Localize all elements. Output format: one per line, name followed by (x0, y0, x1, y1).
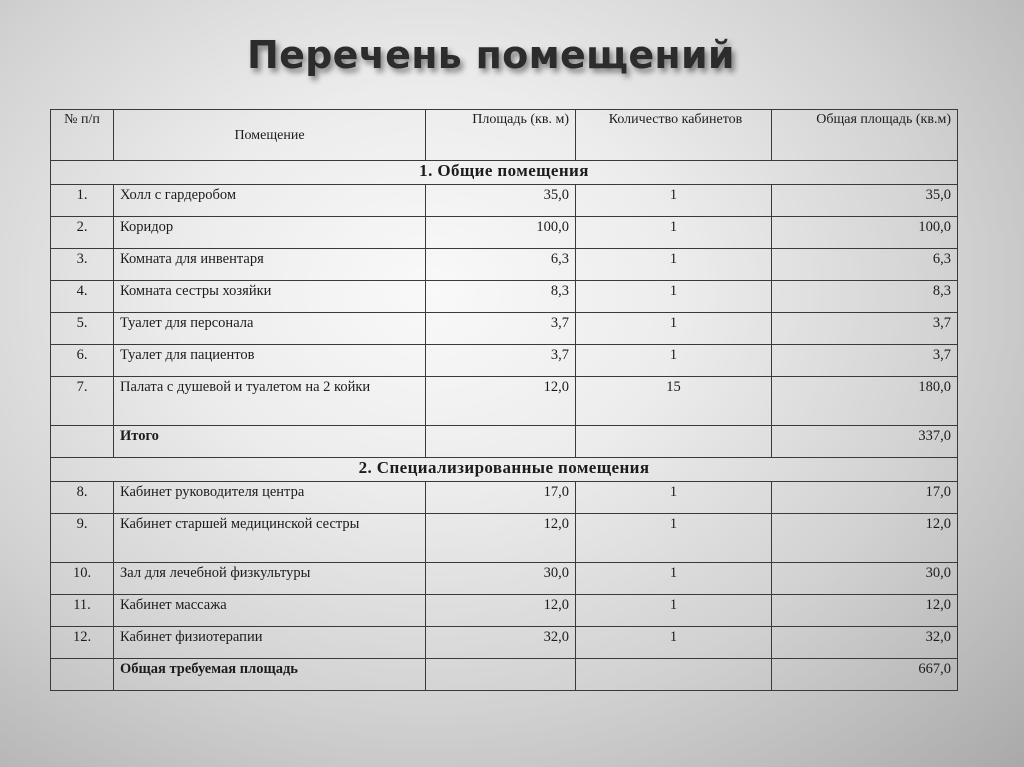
cell-count-empty (576, 426, 772, 458)
cell-name: Зал для лечебной физкультуры (114, 563, 426, 595)
section-heading-row (51, 458, 958, 482)
table-row (51, 482, 958, 514)
cell-count: 1 (576, 281, 772, 313)
cell-count: 1 (576, 514, 772, 563)
cell-total: 35,0 (772, 185, 958, 217)
cell-area: 32,0 (426, 627, 576, 659)
table-header-row (51, 110, 958, 161)
cell-area: 12,0 (426, 514, 576, 563)
table-row (51, 281, 958, 313)
cell-name: Кабинет физиотерапии (114, 627, 426, 659)
cell-total: 17,0 (772, 482, 958, 514)
cell-num: 11. (51, 595, 114, 627)
cell-count: 1 (576, 185, 772, 217)
cell-area: 6,3 (426, 249, 576, 281)
cell-num: 1. (51, 185, 114, 217)
grand-total-row (51, 659, 958, 691)
cell-area-empty (426, 426, 576, 458)
cell-total: 100,0 (772, 217, 958, 249)
table-row (51, 185, 958, 217)
cell-num: 3. (51, 249, 114, 281)
cell-name: Палата с душевой и туалетом на 2 койки (114, 377, 426, 426)
cell-num: 6. (51, 345, 114, 377)
cell-count: 1 (576, 563, 772, 595)
cell-total: 32,0 (772, 627, 958, 659)
cell-name: Холл с гардеробом (114, 185, 426, 217)
rooms-table (50, 109, 958, 691)
cell-area: 3,7 (426, 313, 576, 345)
cell-total: 12,0 (772, 595, 958, 627)
cell-num: 9. (51, 514, 114, 563)
subtotal-label: Итого (114, 426, 426, 458)
cell-area: 30,0 (426, 563, 576, 595)
cell-total: 8,3 (772, 281, 958, 313)
cell-name: Кабинет старшей медицинской сестры (114, 514, 426, 563)
section-title: 2. Специализированные помещения (51, 458, 958, 482)
header-name: Помещение (114, 110, 426, 161)
cell-area-empty (426, 659, 576, 691)
cell-area: 35,0 (426, 185, 576, 217)
slide-title: Перечень помещений (247, 33, 735, 77)
table-row (51, 217, 958, 249)
section-heading-row (51, 161, 958, 185)
cell-area: 100,0 (426, 217, 576, 249)
cell-area: 3,7 (426, 345, 576, 377)
cell-num: 5. (51, 313, 114, 345)
grand-total-value: 667,0 (772, 659, 958, 691)
cell-total: 3,7 (772, 313, 958, 345)
cell-num: 12. (51, 627, 114, 659)
cell-name: Коридор (114, 217, 426, 249)
grand-total-label: Общая требуемая площадь (114, 659, 426, 691)
cell-name: Комната сестры хозяйки (114, 281, 426, 313)
cell-count: 15 (576, 377, 772, 426)
table-row (51, 514, 958, 563)
cell-name: Туалет для пациентов (114, 345, 426, 377)
cell-num-empty (51, 426, 114, 458)
table-row (51, 563, 958, 595)
table-row (51, 595, 958, 627)
cell-num: 8. (51, 482, 114, 514)
cell-name: Кабинет руководителя центра (114, 482, 426, 514)
cell-count: 1 (576, 482, 772, 514)
cell-num-empty (51, 659, 114, 691)
header-area: Площадь (кв. м) (426, 110, 576, 161)
cell-num: 7. (51, 377, 114, 426)
cell-area: 17,0 (426, 482, 576, 514)
cell-area: 12,0 (426, 377, 576, 426)
table-row (51, 249, 958, 281)
cell-total: 3,7 (772, 345, 958, 377)
table-row (51, 313, 958, 345)
subtotal-value: 337,0 (772, 426, 958, 458)
header-num: № п/п (51, 110, 114, 161)
section-title: 1. Общие помещения (51, 161, 958, 185)
cell-area: 12,0 (426, 595, 576, 627)
cell-num: 2. (51, 217, 114, 249)
cell-area: 8,3 (426, 281, 576, 313)
cell-count: 1 (576, 313, 772, 345)
cell-num: 4. (51, 281, 114, 313)
cell-count: 1 (576, 595, 772, 627)
cell-name: Комната для инвентаря (114, 249, 426, 281)
cell-count: 1 (576, 249, 772, 281)
cell-num: 10. (51, 563, 114, 595)
cell-count-empty (576, 659, 772, 691)
cell-count: 1 (576, 627, 772, 659)
header-total: Общая площадь (кв.м) (772, 110, 958, 161)
cell-total: 6,3 (772, 249, 958, 281)
cell-count: 1 (576, 217, 772, 249)
cell-name: Туалет для персонала (114, 313, 426, 345)
header-count: Количество кабинетов (576, 110, 772, 161)
cell-total: 30,0 (772, 563, 958, 595)
cell-name: Кабинет массажа (114, 595, 426, 627)
cell-total: 12,0 (772, 514, 958, 563)
table-row (51, 345, 958, 377)
cell-total: 180,0 (772, 377, 958, 426)
table-row (51, 377, 958, 426)
table-row (51, 627, 958, 659)
subtotal-row (51, 426, 958, 458)
cell-count: 1 (576, 345, 772, 377)
